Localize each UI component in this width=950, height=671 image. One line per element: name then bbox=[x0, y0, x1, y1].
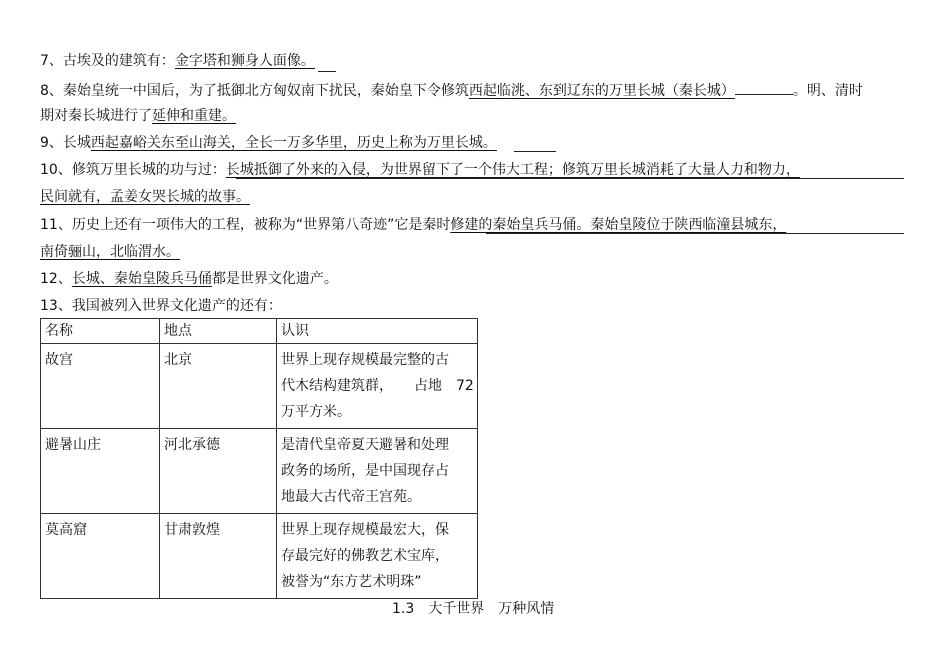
item-8-answer: 西起临洮、东到辽东的万里长城（秦长城） bbox=[468, 83, 735, 99]
answer-rule bbox=[514, 151, 556, 152]
item-8-tail: 。明、清时 bbox=[792, 83, 863, 99]
desc-line: 世界上现存规模最宏大，保 bbox=[281, 522, 449, 538]
item-7-answer: 金字塔和狮身人面像。 bbox=[174, 53, 315, 69]
item-10-prefix: 10、修筑万里长城的功与过： bbox=[40, 162, 226, 178]
section-caption: 1.3 大千世界 万种风情 bbox=[392, 601, 555, 617]
desc-line: 存最完好的佛教艺术宝库， bbox=[281, 548, 449, 564]
item-7-prefix: 7、古埃及的建筑有： bbox=[40, 53, 175, 69]
heritage-table bbox=[40, 318, 478, 599]
cell-desc bbox=[277, 429, 478, 514]
item-11-line2 bbox=[40, 243, 180, 261]
item-13: 13、我国被列入世界文化遗产的还有： bbox=[40, 298, 282, 314]
desc-line: 是清代皇帝夏天避暑和处理 bbox=[281, 437, 449, 453]
item-10-answer: 长城抵御了外来的入侵，为世界留下了一个伟大工程；修筑万里长城消耗了大量人力和物力， bbox=[225, 162, 800, 178]
item-12-answer: 长城、秦始皇陵兵马俑 bbox=[71, 271, 212, 287]
item-10-line1 bbox=[40, 161, 800, 179]
item-12 bbox=[40, 270, 338, 288]
header-name: 名称 bbox=[41, 319, 160, 344]
answer-rule bbox=[236, 178, 904, 179]
item-11-prefix: 11、历史上还有一项伟大的工程，被称为“世界第八奇迹”它是秦时 bbox=[40, 217, 451, 233]
desc-line: 万平方米。 bbox=[281, 404, 351, 420]
item-11-line1 bbox=[40, 216, 786, 234]
header-desc: 认识 bbox=[277, 319, 478, 344]
desc-line: 代木结构建筑群， 占地 72 bbox=[281, 378, 474, 394]
answer-rule bbox=[318, 71, 336, 72]
cell-place: 河北承德 bbox=[160, 429, 277, 514]
answer-blank bbox=[735, 81, 793, 95]
item-10-line2 bbox=[40, 188, 250, 206]
cell-place: 北京 bbox=[160, 344, 277, 429]
item-8-line1 bbox=[40, 81, 863, 100]
item-8-prefix: 8、秦始皇统一中国后，为了抵御北方匈奴南下扰民，秦始皇下令修筑 bbox=[40, 83, 469, 99]
desc-line: 被誉为“东方艺术明珠” bbox=[281, 574, 422, 590]
item-11-answer: 修建的秦始皇兵马俑。秦始皇陵位于陕西临潼县城东， bbox=[450, 217, 787, 233]
desc-line: 世界上现存规模最完整的古 bbox=[281, 352, 449, 368]
table-row bbox=[41, 514, 478, 599]
item-10-line2: 民间就有，孟姜女哭长城的故事。 bbox=[40, 189, 250, 205]
item-8-line2-answer: 延伸和重建。 bbox=[152, 108, 236, 124]
desc-line: 地最大古代帝王宫苑。 bbox=[281, 489, 421, 505]
cell-name: 莫高窟 bbox=[41, 514, 160, 599]
table-row bbox=[41, 429, 478, 514]
table-header-row bbox=[41, 319, 478, 344]
item-8-line2 bbox=[40, 107, 236, 125]
item-9 bbox=[40, 134, 497, 152]
cell-desc bbox=[277, 344, 478, 429]
item-9-answer: 西起嘉峪关东至山海关，全长一万多华里，历史上称为万里长城。 bbox=[90, 135, 497, 151]
cell-desc bbox=[277, 514, 478, 599]
item-8-line2-prefix: 期对秦长城进行了 bbox=[40, 108, 152, 124]
answer-rule bbox=[486, 233, 904, 234]
cell-name: 故宫 bbox=[41, 344, 160, 429]
desc-line: 政务的场所，是中国现存占 bbox=[281, 463, 449, 479]
table-row bbox=[41, 344, 478, 429]
item-11-line2: 南倚骊山，北临渭水。 bbox=[40, 244, 180, 260]
header-place: 地点 bbox=[160, 319, 277, 344]
item-9-prefix: 9、长城 bbox=[40, 135, 91, 151]
item-12-tail: 都是世界文化遗产。 bbox=[211, 271, 338, 287]
cell-name: 避暑山庄 bbox=[41, 429, 160, 514]
item-12-prefix: 12、 bbox=[40, 271, 72, 287]
item-7 bbox=[40, 52, 315, 70]
cell-place: 甘肃敦煌 bbox=[160, 514, 277, 599]
